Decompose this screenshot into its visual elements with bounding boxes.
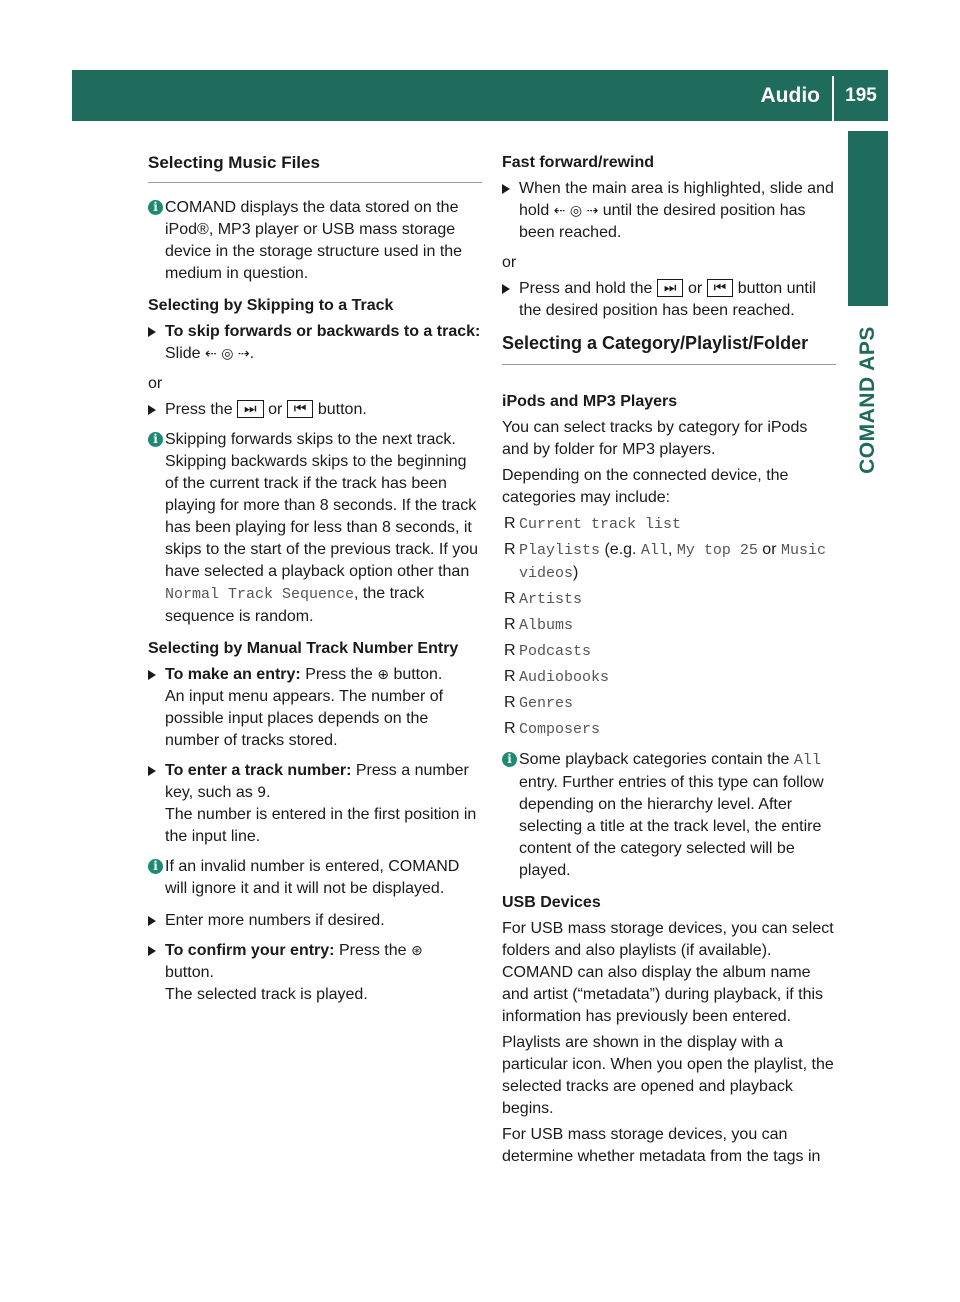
step-arrow-icon xyxy=(148,405,156,415)
category-example: Music videos xyxy=(519,542,826,582)
step-text: Slide xyxy=(165,345,201,362)
or-text: or xyxy=(502,254,517,271)
step-make-entry xyxy=(148,664,482,752)
step-press-and-hold xyxy=(502,278,836,322)
info-icon: i xyxy=(502,752,517,767)
info-note xyxy=(148,429,482,628)
number-key-icon: ⊕ xyxy=(377,667,389,683)
left-arrow-icon: ⇠ xyxy=(553,203,566,219)
list-text: or xyxy=(757,541,781,558)
skip-forward-icon: ⏭ xyxy=(237,400,264,418)
category-name: Genres xyxy=(519,695,574,712)
info-icon: i xyxy=(148,859,163,874)
step-text-suffix: button. xyxy=(165,964,214,981)
step-text-suffix: button until the desired position has been reached. xyxy=(519,280,816,319)
paragraph: For USB mass storage devices, you can determine whether metadata from the tags in xyxy=(502,1126,821,1165)
section-heading-category: Selecting a Category/Playlist/Folder xyxy=(502,332,836,365)
category-name: Composers xyxy=(519,721,601,738)
confirm-button-icon: ⊛ xyxy=(411,943,423,959)
info-note xyxy=(148,197,482,285)
left-column xyxy=(148,152,482,1014)
step-text: Press the xyxy=(338,942,407,959)
header-section-title: Audio xyxy=(760,84,820,107)
subheading-fast-forward: Fast forward/rewind xyxy=(502,154,655,171)
step-press-skip-button xyxy=(148,399,482,421)
subheading-manual-entry: Selecting by Manual Track Number Entry xyxy=(148,640,459,657)
info-text: Skipping forwards skips to the next track. Skipping backwards skips to the beginning of the current track if the track has been playing for more than 8 seconds. If the track has been playing for less than 8 seconds, it skips to the start of the previous track. If you have selected a playback option other than xyxy=(165,431,479,580)
left-arrow-icon: ⇠ xyxy=(205,346,217,362)
list-text: , xyxy=(667,541,677,558)
list-text: ) xyxy=(573,564,579,581)
step-confirm-entry xyxy=(148,940,482,1006)
right-column xyxy=(502,152,836,1172)
step-text-or: or xyxy=(687,280,703,297)
info-text: Some playback categories contain the xyxy=(519,751,790,768)
info-text-end: entry. Further entries of this type can follow depending on the hierarchy level. After selecting a title at the track level, the entire content of the category selected will be played. xyxy=(519,774,824,879)
bullet-icon: R xyxy=(504,642,516,659)
bullet-icon: R xyxy=(504,694,516,711)
display-option-text: Normal Track Sequence xyxy=(165,586,355,603)
paragraph: You can select tracks by category for iPods and by folder for MP3 players. xyxy=(502,419,808,458)
list-item xyxy=(502,539,836,585)
step-text-suffix: button. xyxy=(393,666,443,683)
list-item xyxy=(502,666,836,689)
category-name: Podcasts xyxy=(519,643,592,660)
info-text: COMAND displays the data stored on the iPod®, MP3 player or USB mass storage device in the storage structure used in the medium in question. xyxy=(165,199,463,282)
step-skip-track xyxy=(148,321,482,365)
skip-back-icon: ⏮ xyxy=(287,400,314,418)
step-detail: The selected track is played. xyxy=(165,986,368,1003)
list-item xyxy=(502,614,836,637)
controller-icon: ◎ xyxy=(569,203,583,219)
step-arrow-icon xyxy=(148,327,156,337)
display-option-text: All xyxy=(793,752,821,769)
bullet-icon: R xyxy=(504,668,516,685)
category-name: Artists xyxy=(519,591,583,608)
page-header-bar xyxy=(72,70,888,121)
info-icon: i xyxy=(148,432,163,447)
list-item xyxy=(502,692,836,715)
info-note xyxy=(148,856,482,900)
step-text: Press the xyxy=(165,401,233,418)
list-text: (e.g. xyxy=(600,541,641,558)
bullet-icon: R xyxy=(504,616,516,633)
category-example: My top 25 xyxy=(676,542,758,559)
step-bold-label: To skip forwards or backwards to a track: xyxy=(165,323,481,340)
step-text: When the main area is highlighted, slide and hold xyxy=(519,180,834,219)
info-text-end: , the track sequence is random. xyxy=(165,585,425,625)
step-bold-label: To enter a track number: xyxy=(165,762,352,779)
bullet-icon: R xyxy=(504,541,516,558)
right-arrow-icon: ⇢ xyxy=(586,203,599,219)
category-example: All xyxy=(640,542,668,559)
step-text: Press the xyxy=(305,666,373,683)
step-arrow-icon xyxy=(502,284,510,294)
category-name: Current track list xyxy=(519,516,682,533)
bullet-icon: R xyxy=(504,590,516,607)
step-end: . xyxy=(249,345,255,362)
side-tab-label xyxy=(848,310,888,490)
page-number: 195 xyxy=(845,85,877,106)
bullet-icon: R xyxy=(504,720,516,737)
step-text: Enter more numbers if desired. xyxy=(165,912,385,929)
skip-back-icon: ⏮ xyxy=(707,279,734,297)
step-slide-and-hold xyxy=(502,178,836,244)
side-tab-marker xyxy=(848,131,888,306)
step-end: . xyxy=(266,784,271,801)
list-item xyxy=(502,640,836,663)
controller-icon: ◎ xyxy=(221,346,234,362)
step-arrow-icon xyxy=(148,766,156,776)
info-note xyxy=(502,749,836,882)
paragraph: Depending on the connected device, the categories may include: xyxy=(502,467,789,506)
step-text-suffix: button. xyxy=(317,401,367,418)
category-name: Audiobooks xyxy=(519,669,610,686)
category-name: Albums xyxy=(519,617,574,634)
list-item xyxy=(502,513,836,536)
side-tab-label-text: COMAND APS xyxy=(856,326,879,474)
info-text: If an invalid number is entered, COMAND will ignore it and it will not be displayed. xyxy=(165,858,460,897)
category-list xyxy=(502,513,836,741)
number-9-key-icon: 9 xyxy=(257,785,267,801)
step-detail: The number is entered in the first position in the input line. xyxy=(165,806,477,845)
step-text-end: until the desired position has been reached. xyxy=(519,202,806,241)
section-heading-selecting-music-files: Selecting Music Files xyxy=(148,152,482,183)
step-enter-more xyxy=(148,910,482,932)
step-arrow-icon xyxy=(148,670,156,680)
step-bold-label: To make an entry: xyxy=(165,666,301,683)
step-detail: An input menu appears. The number of possible input places depends on the number of tracks stored. xyxy=(165,688,444,749)
step-enter-track-number xyxy=(148,760,482,848)
step-text: Press a number key, such as xyxy=(165,762,469,801)
step-arrow-icon xyxy=(148,946,156,956)
step-text-or: or xyxy=(268,401,283,418)
step-arrow-icon xyxy=(148,916,156,926)
step-text: Press and hold the xyxy=(519,280,653,297)
info-icon: i xyxy=(148,200,163,215)
right-arrow-icon: ⇢ xyxy=(237,346,250,362)
list-item xyxy=(502,718,836,741)
paragraph: For USB mass storage devices, you can select folders and also playlists (if available). COMAND can also display the album name and artist (“metadata”) during playback, if this information has previously been entered. xyxy=(502,920,834,1025)
list-item xyxy=(502,588,836,611)
step-arrow-icon xyxy=(502,184,510,194)
skip-forward-icon: ⏭ xyxy=(657,279,684,297)
paragraph: Playlists are shown in the display with a particular icon. When you open the playlist, the selected tracks are opened and playback begins. xyxy=(502,1034,834,1117)
subheading-usb-devices: USB Devices xyxy=(502,894,601,911)
or-text: or xyxy=(148,375,163,392)
subheading-skipping: Selecting by Skipping to a Track xyxy=(148,297,394,314)
bullet-icon: R xyxy=(504,515,516,532)
step-bold-label: To confirm your entry: xyxy=(165,942,335,959)
subheading-ipods: iPods and MP3 Players xyxy=(502,393,678,410)
category-name: Playlists xyxy=(519,542,601,559)
